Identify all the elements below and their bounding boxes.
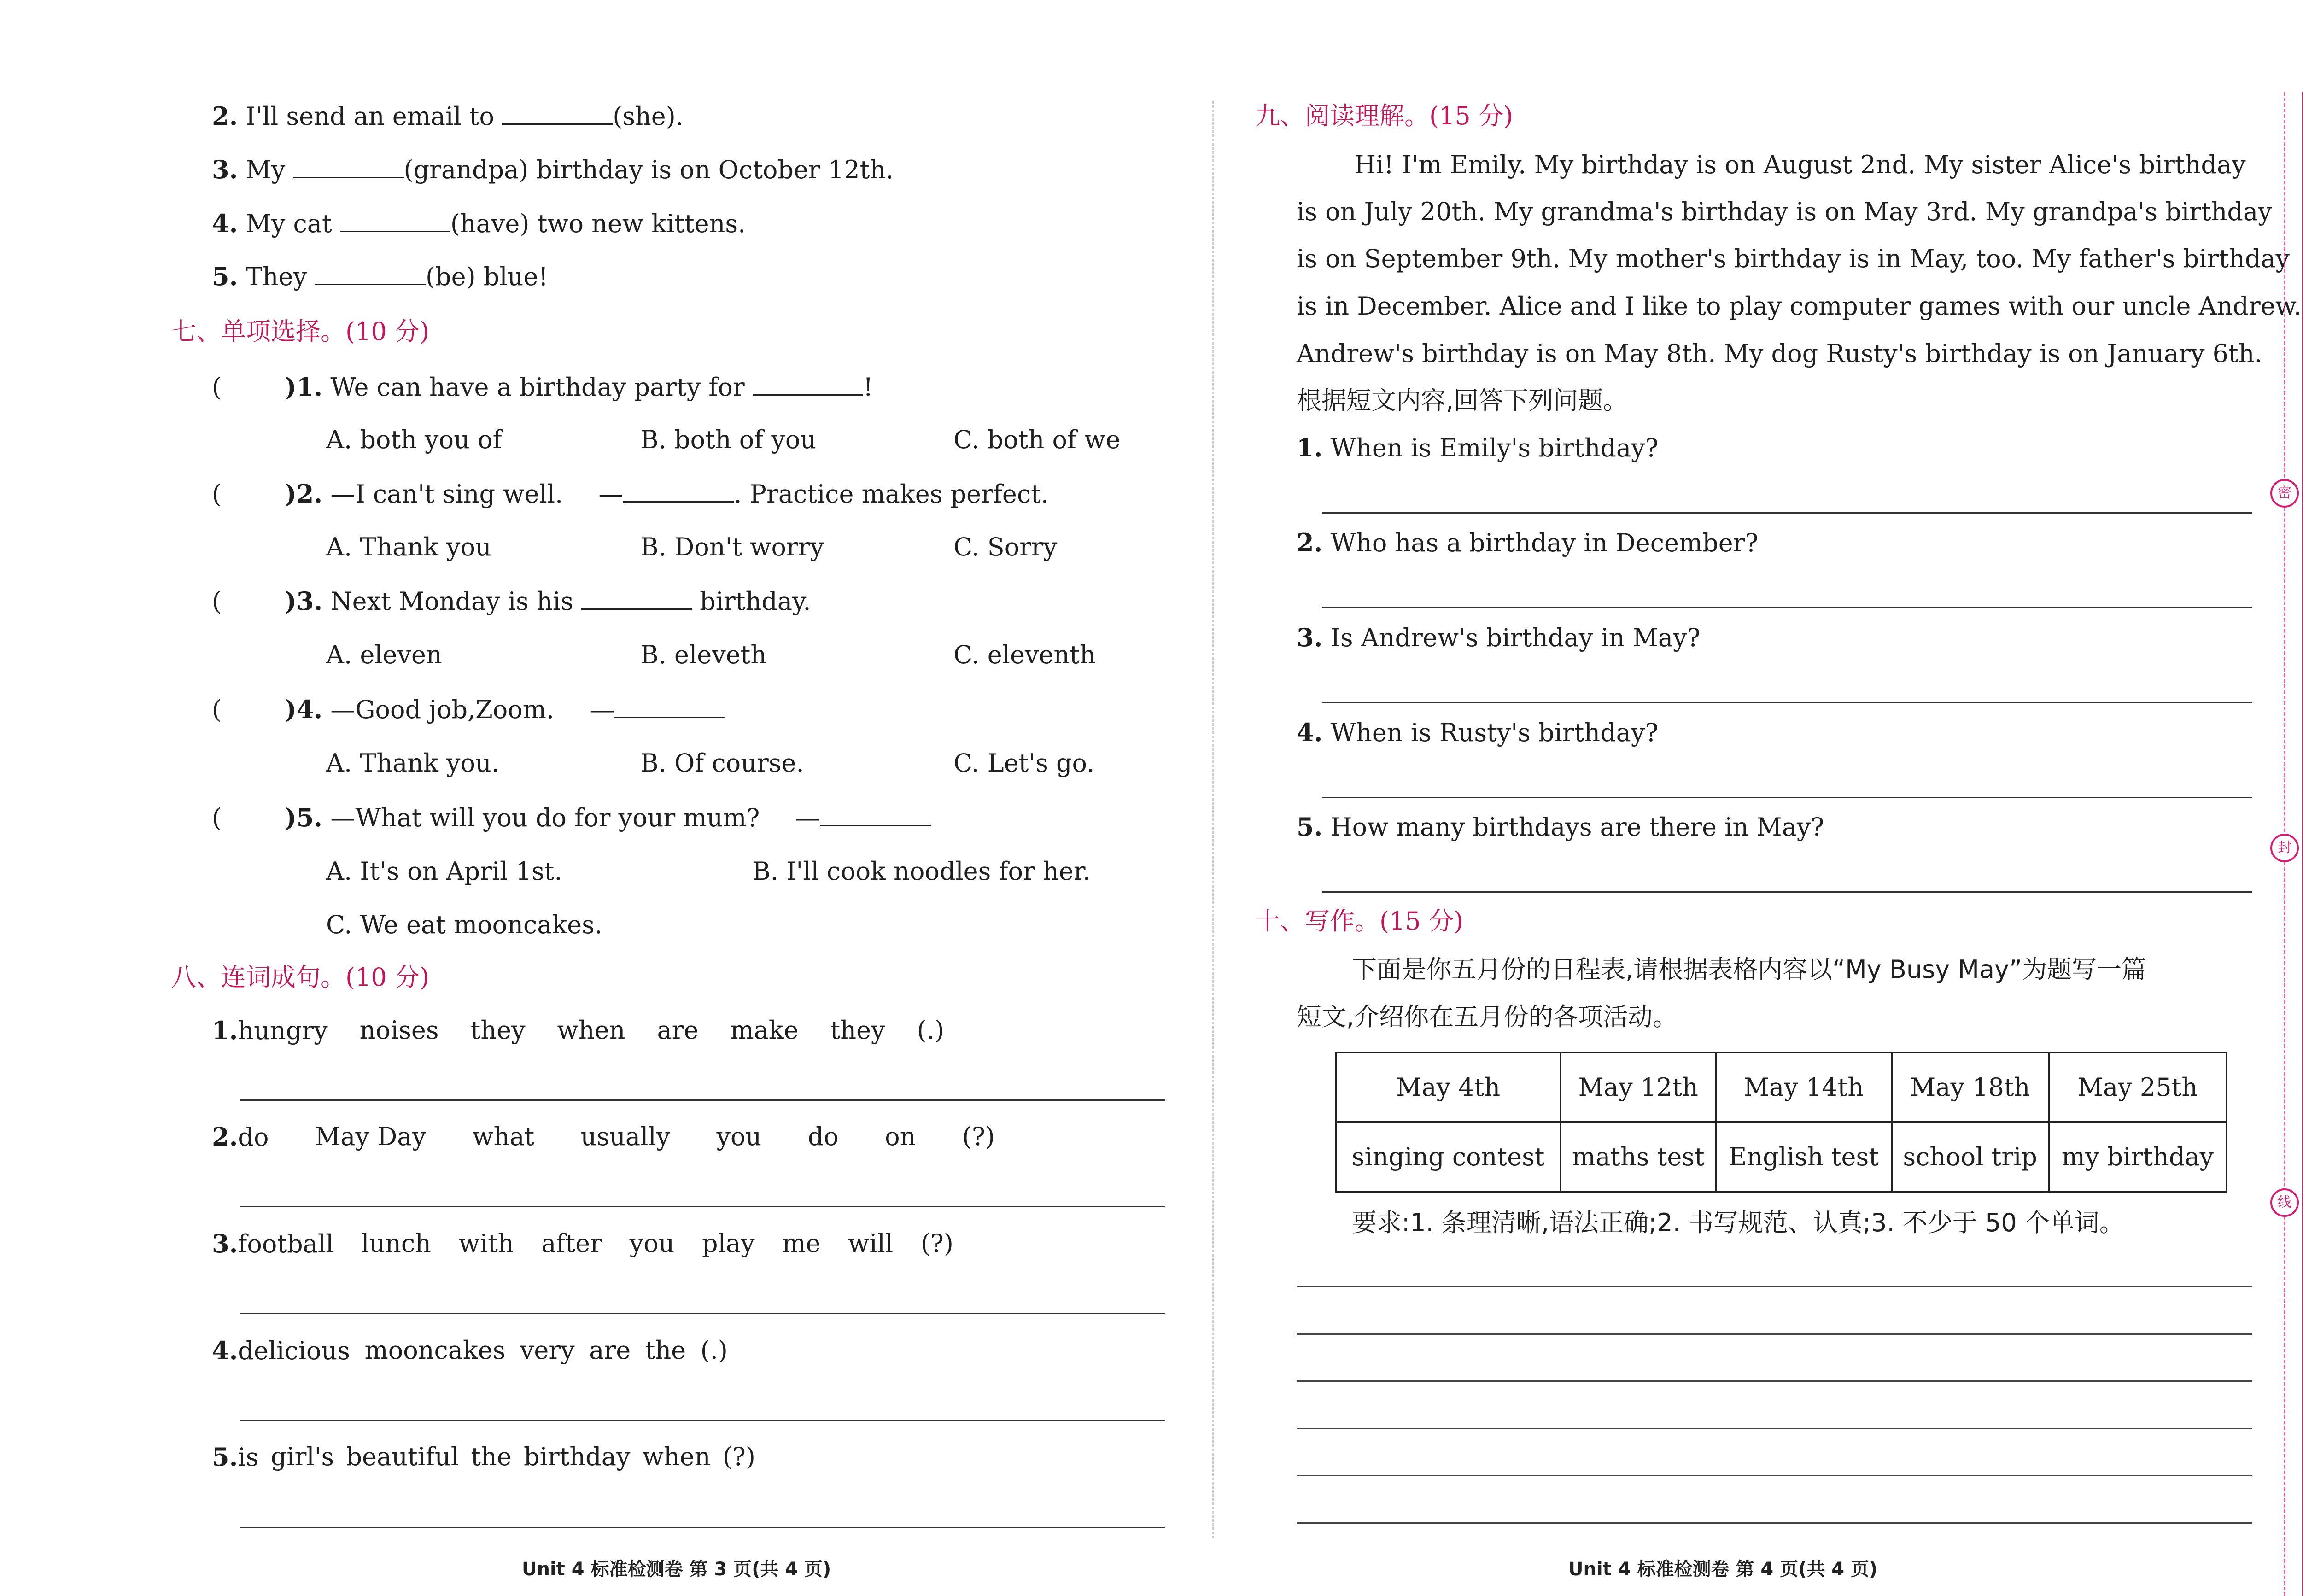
question-text: —Good job,Zoom. <box>330 695 555 724</box>
writing-prompt-line-1: 下面是你五月份的日程表,请根据表格内容以“My Busy May”为题写一篇 <box>1352 955 2146 984</box>
word: birthday <box>524 1442 631 1471</box>
word: (.) <box>917 1016 944 1045</box>
word: (?) <box>920 1229 953 1258</box>
question-blank <box>753 373 863 396</box>
answer-line[interactable] <box>1322 607 2252 608</box>
word: on <box>885 1122 916 1151</box>
answer-line[interactable] <box>1322 891 2252 893</box>
word: will <box>848 1229 894 1258</box>
word: lunch <box>361 1229 431 1258</box>
word: the <box>645 1336 686 1365</box>
answer-paren[interactable]: ( <box>212 695 222 724</box>
option-b[interactable]: B. eleveth <box>640 640 767 669</box>
item-text: (grandpa) birthday is on October 12th. <box>403 155 894 184</box>
schedule-events-row <box>1336 1122 2227 1192</box>
option-b[interactable]: B. Don't worry <box>640 532 824 561</box>
word: the <box>471 1442 512 1471</box>
seal-mark-feng: 封 <box>2270 834 2299 862</box>
option-a[interactable]: A. eleven <box>326 640 442 669</box>
reply-dash: — <box>795 803 820 832</box>
question-end: ! <box>863 373 873 402</box>
question-blank <box>623 480 734 503</box>
choice-question-4 <box>212 696 725 724</box>
word: very <box>520 1336 575 1365</box>
fill-item-5 <box>212 263 548 291</box>
passage-line-2: is on July 20th. My grandma's birthday is on May 3rd. My grandpa's birthday <box>1297 197 2272 226</box>
word: May Day <box>315 1122 426 1151</box>
question-text: Next Monday is his <box>330 587 573 616</box>
writing-line[interactable] <box>1297 1475 2252 1476</box>
writing-line[interactable] <box>1297 1428 2252 1429</box>
question-number: 5. <box>212 1442 238 1472</box>
item-text: I'll send an email to <box>245 102 495 131</box>
item-number: 5. <box>212 262 238 291</box>
schedule-date: May 12th <box>1561 1052 1716 1122</box>
passage-line-4: is in December. Alice and I like to play computer games with our uncle Andrew. <box>1297 292 2302 321</box>
word: me <box>782 1229 821 1258</box>
item-text: (have) two new kittens. <box>450 209 746 238</box>
schedule-event: English test <box>1716 1122 1891 1192</box>
word: they <box>830 1016 885 1045</box>
option-c[interactable]: C. Sorry <box>953 532 1058 561</box>
answer-line[interactable] <box>240 1313 1165 1314</box>
footer-right: Unit 4 标准检测卷 第 4 页(共 4 页) <box>1568 1559 1878 1580</box>
answer-blank[interactable] <box>340 210 450 232</box>
passage-line-1: Hi! I'm Emily. My birthday is on August 2nd. My sister Alice's birthday <box>1354 150 2246 179</box>
option-a[interactable]: A. It's on April 1st. <box>326 857 562 886</box>
page-divider <box>1212 101 1214 1538</box>
answer-blank[interactable] <box>293 156 404 178</box>
reply-dash: — <box>590 695 615 724</box>
word: (?) <box>722 1442 755 1471</box>
item-number: 2. <box>212 101 238 131</box>
question-number: )2. <box>285 479 323 509</box>
question-number: )5. <box>285 803 323 832</box>
word: when <box>557 1016 625 1045</box>
word: delicious <box>238 1336 350 1365</box>
word: noises <box>359 1016 439 1045</box>
item-text: They <box>245 262 307 291</box>
schedule-dates-row <box>1336 1052 2227 1122</box>
item-text: My cat <box>245 209 332 238</box>
schedule-event: my birthday <box>2049 1122 2227 1192</box>
item-text: (be) blue! <box>425 262 549 291</box>
schedule-date: May 25th <box>2049 1052 2227 1122</box>
writing-line[interactable] <box>1297 1333 2252 1335</box>
item-number: 4. <box>212 209 238 238</box>
schedule-table <box>1335 1052 2227 1193</box>
option-b[interactable]: B. Of course. <box>640 748 804 778</box>
question-end: birthday. <box>700 587 811 616</box>
schedule-event: singing contest <box>1336 1122 1561 1192</box>
word: usually <box>580 1122 671 1151</box>
question-number: )3. <box>285 586 323 616</box>
option-a[interactable]: A. Thank you. <box>326 748 499 778</box>
section-7-title: 七、单项选择。(10 分) <box>171 317 430 346</box>
word: with <box>458 1229 514 1258</box>
footer-left: Unit 4 标准检测卷 第 3 页(共 4 页) <box>522 1559 831 1580</box>
schedule-event: maths test <box>1561 1122 1716 1192</box>
reply-dash: — <box>598 479 624 509</box>
writing-line[interactable] <box>1297 1380 2252 1382</box>
section-8-title: 八、连词成句。(10 分) <box>171 963 430 992</box>
word: (?) <box>962 1122 995 1151</box>
reorder-question-2 <box>212 1123 1124 1151</box>
word: are <box>589 1336 631 1365</box>
reading-question-4: 4. When is Rusty's birthday? <box>1297 718 1659 747</box>
seal-mark-mi: 密 <box>2270 479 2299 508</box>
word: beautiful <box>346 1442 459 1471</box>
answer-line[interactable] <box>1322 797 2252 798</box>
seal-mark-xian: 线 <box>2270 1188 2299 1217</box>
option-b[interactable]: B. both of you <box>640 425 817 454</box>
word: do <box>238 1122 269 1152</box>
word: girl's <box>270 1442 334 1471</box>
fill-item-3 <box>212 156 894 184</box>
question-number: 2. <box>212 1122 238 1152</box>
question-text: —I can't sing well. <box>330 479 563 509</box>
word: what <box>472 1122 535 1151</box>
answer-line[interactable] <box>240 1527 1165 1528</box>
word: you <box>716 1122 762 1151</box>
section-10-title: 十、写作。(15 分) <box>1255 906 1464 935</box>
schedule-date: May 18th <box>1892 1052 2049 1122</box>
word: mooncakes <box>364 1336 506 1365</box>
question-number: )4. <box>285 695 323 724</box>
answer-line[interactable] <box>1322 702 2252 703</box>
question-blank <box>820 804 931 826</box>
question-number: 4. <box>212 1336 238 1365</box>
word: play <box>702 1229 755 1258</box>
writing-line[interactable] <box>1297 1522 2252 1524</box>
question-end: . Practice makes perfect. <box>734 479 1049 509</box>
option-a[interactable]: A. both you of <box>326 425 502 454</box>
option-c[interactable]: C. both of we <box>953 425 1121 454</box>
option-b[interactable]: B. I'll cook noodles for her. <box>752 857 1091 886</box>
option-c[interactable]: C. Let's go. <box>953 748 1095 778</box>
word: after <box>541 1229 602 1258</box>
choice-question-1 <box>212 373 873 401</box>
answer-blank[interactable] <box>502 102 613 125</box>
item-number: 3. <box>212 155 238 184</box>
answer-paren[interactable]: ( <box>212 803 222 832</box>
word: they <box>470 1016 526 1045</box>
word: make <box>730 1016 799 1045</box>
schedule-event: school trip <box>1892 1122 2049 1192</box>
reading-question-1: 1. When is Emily's birthday? <box>1297 433 1659 462</box>
option-c[interactable]: C. eleventh <box>953 640 1096 669</box>
reorder-question-4 <box>212 1337 1124 1365</box>
word: (.) <box>700 1336 728 1365</box>
item-text: My <box>245 155 286 184</box>
passage-line-3: is on September 9th. My mother's birthday is in May, too. My father's birthday <box>1297 244 2290 273</box>
answer-line[interactable] <box>240 1099 1165 1101</box>
word: are <box>657 1016 699 1045</box>
fill-item-2 <box>212 102 684 130</box>
answer-line[interactable] <box>240 1206 1165 1207</box>
question-number: 3. <box>212 1229 238 1258</box>
writing-requirements: 要求:1. 条理清晰,语法正确;2. 书写规范、认真;3. 不少于 50 个单词。 <box>1352 1208 2124 1237</box>
writing-prompt-line-2: 短文,介绍你在五月份的各项活动。 <box>1297 1002 1678 1031</box>
word: you <box>629 1229 675 1258</box>
question-number: )1. <box>285 372 323 402</box>
reorder-question-1 <box>212 1017 1124 1045</box>
schedule-date: May 4th <box>1336 1052 1561 1122</box>
question-blank <box>581 587 692 610</box>
option-a[interactable]: A. Thank you <box>326 532 491 561</box>
answer-line[interactable] <box>1322 512 2252 514</box>
word: football <box>238 1229 334 1258</box>
passage-line-5: Andrew's birthday is on May 8th. My dog Rusty's birthday is on January 6th. <box>1297 339 2262 368</box>
reorder-question-3 <box>212 1230 1124 1258</box>
item-text: (she). <box>613 102 684 131</box>
answer-paren[interactable]: ( <box>212 373 222 402</box>
option-c[interactable]: C. We eat mooncakes. <box>326 910 602 939</box>
choice-question-5 <box>212 804 931 832</box>
question-blank <box>614 696 725 718</box>
choice-question-2 <box>212 480 1049 508</box>
answer-blank[interactable] <box>315 263 426 285</box>
word: is <box>238 1443 259 1472</box>
question-text: —What will you do for your mum? <box>330 803 760 832</box>
word: do <box>807 1122 839 1151</box>
reading-question-3: 3. Is Andrew's birthday in May? <box>1297 623 1701 652</box>
word: hungry <box>238 1016 328 1045</box>
choice-question-3 <box>212 587 811 615</box>
writing-line[interactable] <box>1297 1286 2252 1287</box>
reading-question-5: 5. How many birthdays are there in May? <box>1297 812 1824 842</box>
answer-paren[interactable]: ( <box>212 479 222 509</box>
schedule-date: May 14th <box>1716 1052 1891 1122</box>
reading-question-2: 2. Who has a birthday in December? <box>1297 528 1759 557</box>
reorder-question-5 <box>212 1443 1124 1471</box>
question-text: We can have a birthday party for <box>330 373 745 402</box>
answer-line[interactable] <box>240 1420 1165 1421</box>
section-9-title: 九、阅读理解。(15 分) <box>1255 101 1514 130</box>
fill-item-4 <box>212 210 746 238</box>
question-number: 1. <box>212 1016 238 1045</box>
answer-paren[interactable]: ( <box>212 587 222 616</box>
passage-instruction: 根据短文内容,回答下列问题。 <box>1297 386 1628 415</box>
word: when <box>642 1442 711 1471</box>
